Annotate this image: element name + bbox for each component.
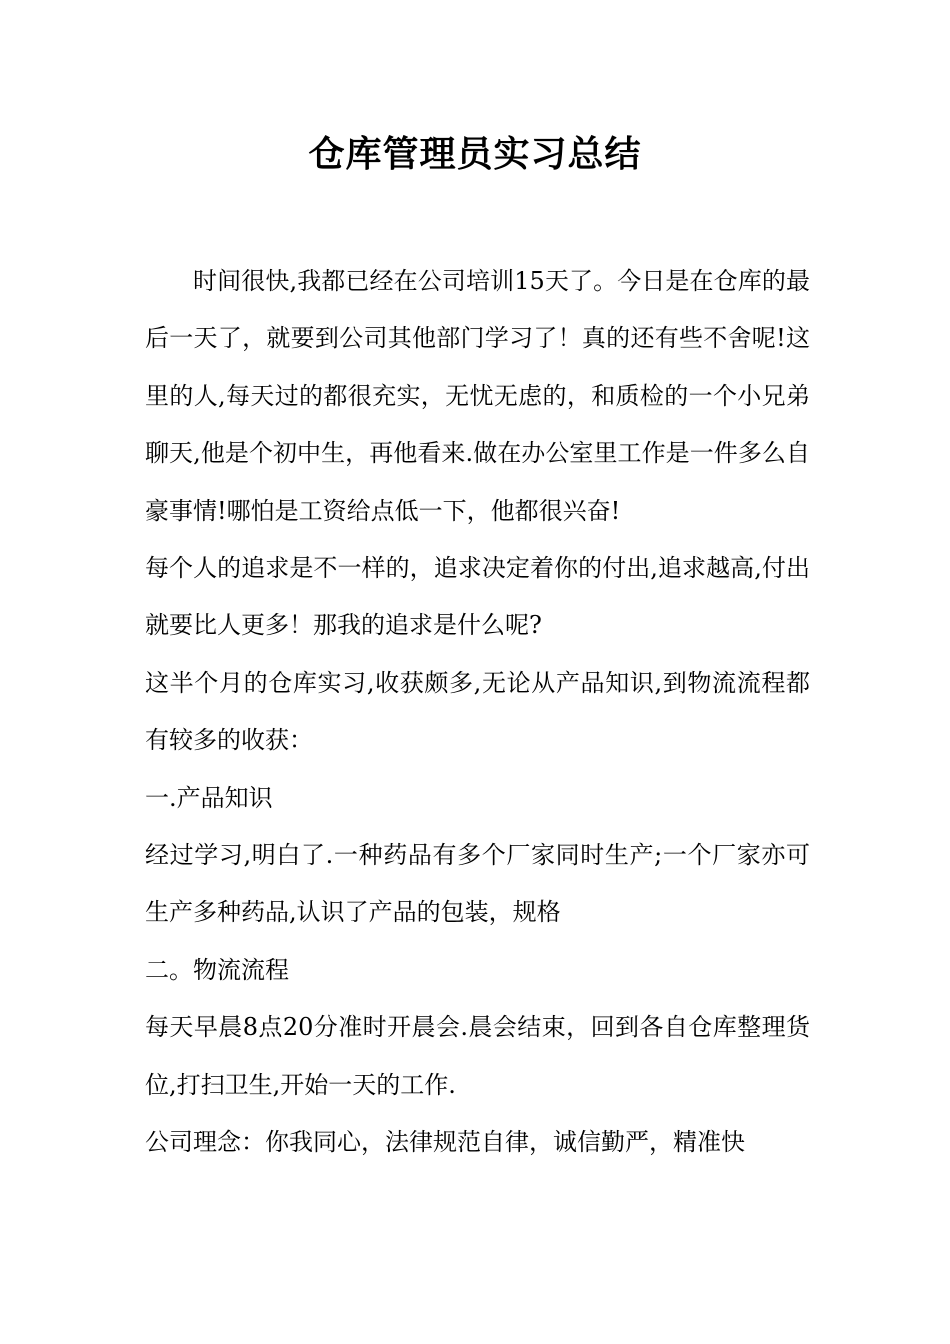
section-heading-logistics: 二。物流流程 <box>145 955 289 984</box>
paragraph-logistics: 每天早晨8点20分准时开晨会.晨会结束，回到各自仓库整理货位,打扫卫生,开始一天的工作. <box>145 1013 810 1099</box>
section-heading-product-knowledge: 一.产品知识 <box>145 783 273 812</box>
paragraph-gains: 这半个月的仓库实习,收获颇多,无论从产品知识,到物流流程都有较多的收获： <box>145 668 810 755</box>
document-title: 仓库管理员实习总结 <box>308 133 642 175</box>
document-body <box>145 253 810 1172</box>
paragraph-product-knowledge: 经过学习,明白了.一种药品有多个厂家同时生产;一个厂家亦可生产多种药品,认识了产品的包装，规格 <box>145 841 810 927</box>
paragraph-pursuit: 每个人的追求是不一样的，追求决定着你的付出,追求越高,付出就要比人更多！那我的追求是什么呢? <box>145 554 810 640</box>
paragraph-intro: 时间很快,我都已经在公司培训15天了。今日是在仓库的最后一天了，就要到公司其他部门学习了！真的还有些不舍呢!这里的人,每天过的都很充实，无忧无虑的，和质检的一个小兄弟聊天,他是个初中生，再他看来.做在办公室里工作是一件多么自豪事情!哪怕是工资给点低一下，他都很兴奋! <box>145 267 810 525</box>
paragraph-company-philosophy: 公司理念：你我同心，法律规范自律，诚信勤严，精准快 <box>145 1128 745 1157</box>
